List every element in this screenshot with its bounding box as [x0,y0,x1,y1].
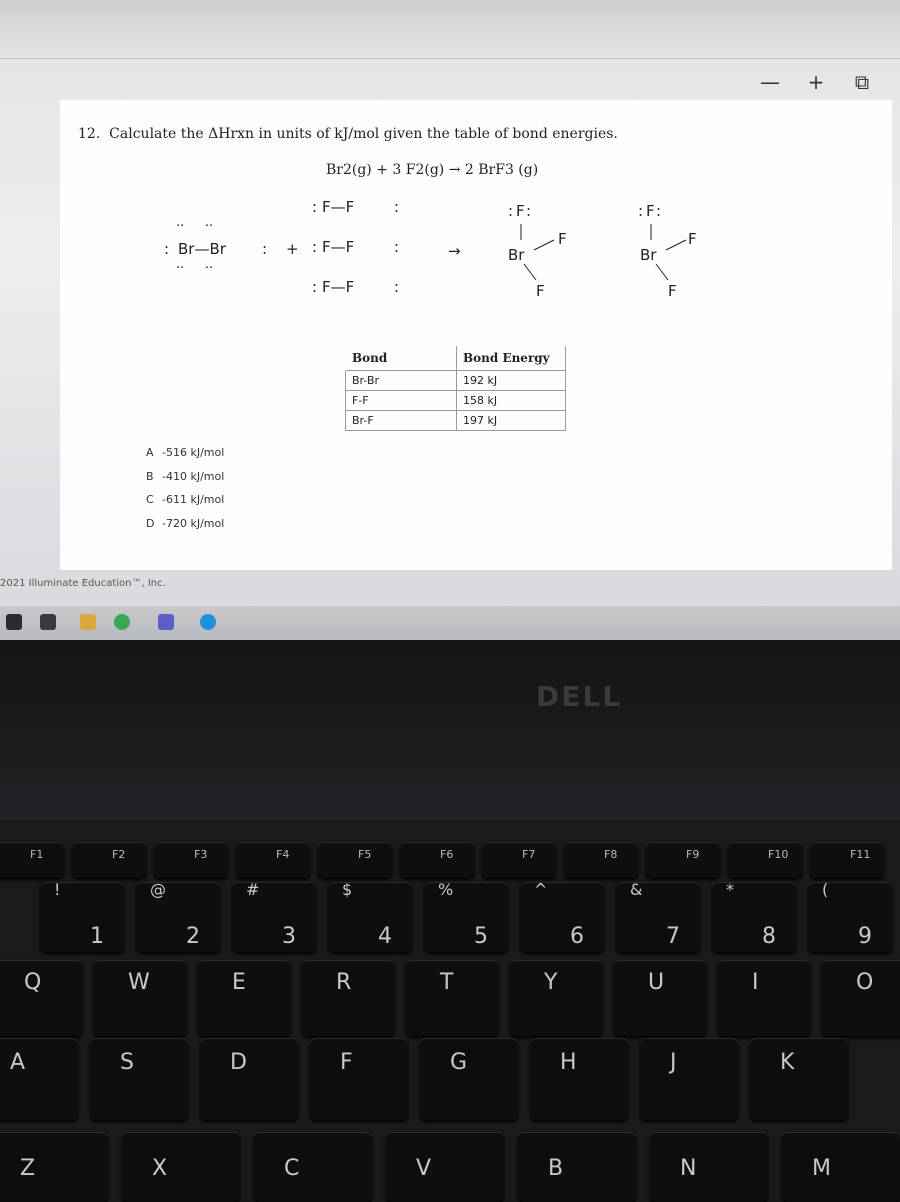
choice-text: -410 kJ/mol [162,469,225,483]
key-f[interactable] [310,1038,408,1120]
svg-text::: : [164,240,170,258]
key-3[interactable] [232,882,316,952]
svg-text::: : [312,278,318,296]
key-f3[interactable] [154,842,228,878]
table-cell: F-F [346,391,457,411]
key-f8[interactable] [564,842,638,878]
key-label: B [548,1156,564,1181]
key-label: 8 [762,924,776,949]
choice-letter: D [146,516,155,530]
svg-text::: : [638,202,644,220]
key-label: H [560,1050,577,1075]
key-label: C [284,1156,300,1181]
key-shift-label: $ [342,880,353,899]
svg-text::: : [394,238,400,256]
key-label: 5 [474,924,488,949]
key-label: I [752,970,759,995]
key-j[interactable] [640,1038,738,1120]
key-shift-label: ( [822,880,829,899]
key-label: D [230,1050,247,1075]
key-label: F [340,1050,353,1075]
key-a[interactable] [0,1038,78,1120]
key-label: F9 [686,848,700,861]
key-f6[interactable] [400,842,474,878]
brf3-2-f-top: F [646,202,655,220]
key-7[interactable] [616,882,700,952]
key-label: U [648,970,665,995]
key-r[interactable] [302,960,394,1036]
answer-choice-b[interactable] [146,470,224,494]
teams-icon[interactable] [158,614,174,630]
key-t[interactable] [406,960,498,1036]
key-i[interactable] [718,960,810,1036]
choice-text: -720 kJ/mol [162,516,225,530]
key-label: F3 [194,848,208,861]
key-label: W [128,970,150,995]
key-v[interactable] [386,1132,504,1202]
key-4[interactable] [328,882,412,952]
table-cell: 158 kJ [457,391,566,411]
table-header: Bond [346,346,457,371]
table-header-row [346,346,566,371]
key-8[interactable] [712,882,796,952]
question-panel [60,100,892,570]
key-f11[interactable] [810,842,884,878]
key-q[interactable] [0,960,82,1036]
key-c[interactable] [254,1132,372,1202]
svg-text::: : [656,202,662,220]
key-f10[interactable] [728,842,802,878]
key-b[interactable] [518,1132,636,1202]
key-label: F2 [112,848,126,861]
key-s[interactable] [90,1038,188,1120]
table-row [346,371,566,391]
key-d[interactable] [200,1038,298,1120]
key-label: F6 [440,848,454,861]
key-label: F1 [30,848,44,861]
taskbar [0,606,900,640]
key-shift-label: * [726,880,734,899]
key-9[interactable] [808,882,892,952]
window-controls [760,70,872,94]
key-w[interactable] [94,960,186,1036]
lewis-brf3-2 [638,202,697,300]
answer-choice-a[interactable] [146,446,224,470]
choice-letter: B [146,469,154,483]
svg-text::: : [312,198,318,216]
key-label: R [336,970,352,995]
svg-text::: : [394,278,400,296]
key-shift-label: % [438,880,454,899]
key-h[interactable] [530,1038,628,1120]
brf3-1-br: Br [508,246,525,264]
svg-text:·· ··: ·· ·· [176,261,214,276]
brand-logo: DELL [536,680,623,713]
lewis-f2-1: F—F [322,198,355,216]
key-f5[interactable] [318,842,392,878]
brf3-1-f-bottom: F [536,282,545,300]
key-label: E [232,970,246,995]
reaction-equation: Br2(g) + 3 F2(g) → 2 BrF3 (g) [326,162,539,178]
answer-choices [146,446,224,540]
lewis-structures [60,100,892,340]
key-y[interactable] [510,960,602,1036]
key-label: 2 [186,924,200,949]
bond-energy-table [345,346,566,431]
key-f2[interactable] [72,842,146,878]
key-label: Q [24,970,42,995]
key-label: T [440,970,454,995]
lewis-arrow: → [448,242,461,260]
key-shift-label: ^ [534,880,548,899]
key-f4[interactable] [236,842,310,878]
question-prompt: Calculate the ΔHrxn in units of kJ/mol given the table of bond energies. [109,126,618,142]
brf3-2-f-right: F [688,230,697,248]
laptop-bezel [0,640,900,820]
key-label: S [120,1050,134,1075]
file-explorer-icon[interactable] [80,614,96,630]
key-shift-label: @ [150,880,166,899]
key-label: 9 [858,924,872,949]
key-o[interactable] [822,960,900,1036]
key-n[interactable] [650,1132,768,1202]
svg-text::: : [312,238,318,256]
key-g[interactable] [420,1038,518,1120]
key-label: F4 [276,848,290,861]
key-f1[interactable] [0,842,64,878]
key-label: F5 [358,848,372,861]
table-cell: Br-Br [346,371,457,391]
browser-top-strip [0,0,900,59]
table-cell: 192 kJ [457,371,566,391]
table-row [346,391,566,411]
maximize-button[interactable]: + [807,70,825,94]
choice-text: -611 kJ/mol [162,493,225,506]
table-cell: 197 kJ [457,411,566,431]
lewis-f2-3: F—F [322,278,355,296]
answer-choice-c[interactable] [146,493,224,517]
lewis-brf3-1 [508,202,567,300]
svg-text::: : [262,240,268,258]
key-label: N [680,1156,697,1181]
brf3-1-f-top: F [516,202,525,220]
key-e[interactable] [198,960,290,1036]
key-label: M [812,1156,831,1181]
choice-letter: C [146,493,154,506]
choice-letter: A [146,446,154,459]
key-label: 3 [282,924,296,949]
lewis-f2-2: F—F [322,238,355,256]
key-label: 4 [378,924,392,949]
key-z[interactable] [0,1132,108,1202]
key-2[interactable] [136,882,220,952]
svg-text::: : [526,202,532,220]
key-label: 1 [90,924,104,949]
key-label: Y [544,970,558,995]
minimize-button[interactable]: — [760,70,780,94]
keyboard [0,820,900,1200]
key-6[interactable] [520,882,604,952]
key-label: 6 [570,924,584,949]
key-shift-label: & [630,880,643,899]
key-label: F8 [604,848,618,861]
key-label: O [856,970,874,995]
table-cell: Br-F [346,411,457,431]
brf3-2-br: Br [640,246,657,264]
table-row [346,411,566,431]
key-label: G [450,1050,468,1075]
key-label: J [670,1050,677,1075]
key-label: Z [20,1156,36,1181]
svg-text::: : [394,198,400,216]
restore-button[interactable]: ⧉ [854,70,870,94]
lewis-plus: + [286,240,299,258]
edge-icon[interactable] [200,614,216,630]
key-label: F11 [850,848,871,861]
key-label: F7 [522,848,536,861]
key-label: X [152,1156,168,1181]
choice-text: -516 kJ/mol [162,446,225,459]
key-k[interactable] [750,1038,848,1120]
key-shift-label: # [246,880,260,899]
key-u[interactable] [614,960,706,1036]
brf3-2-f-bottom: F [668,282,677,300]
key-f9[interactable] [646,842,720,878]
table-header: Bond Energy [457,346,566,371]
key-f7[interactable] [482,842,556,878]
question-number: 12. [78,126,101,142]
task-view-icon[interactable] [40,614,56,630]
brf3-1-f-right: F [558,230,567,248]
key-1[interactable] [40,882,124,952]
key-m[interactable] [782,1132,900,1202]
key-label: K [780,1050,795,1075]
answer-choice-d[interactable] [146,517,224,541]
copyright-footer: 2021 Illuminate Education™, Inc. [0,578,166,589]
lewis-br2: Br—Br [178,240,226,258]
key-shift-label: ! [54,880,61,899]
key-label: V [416,1156,432,1181]
key-label: A [10,1050,26,1075]
key-label: 7 [666,924,680,949]
windows-start-icon[interactable] [6,614,22,630]
key-5[interactable] [424,882,508,952]
chrome-icon[interactable] [114,614,130,630]
svg-text::: : [508,202,514,220]
key-label: F10 [768,848,789,861]
key-x[interactable] [122,1132,240,1202]
svg-text:·· ··: ·· ·· [176,219,214,234]
